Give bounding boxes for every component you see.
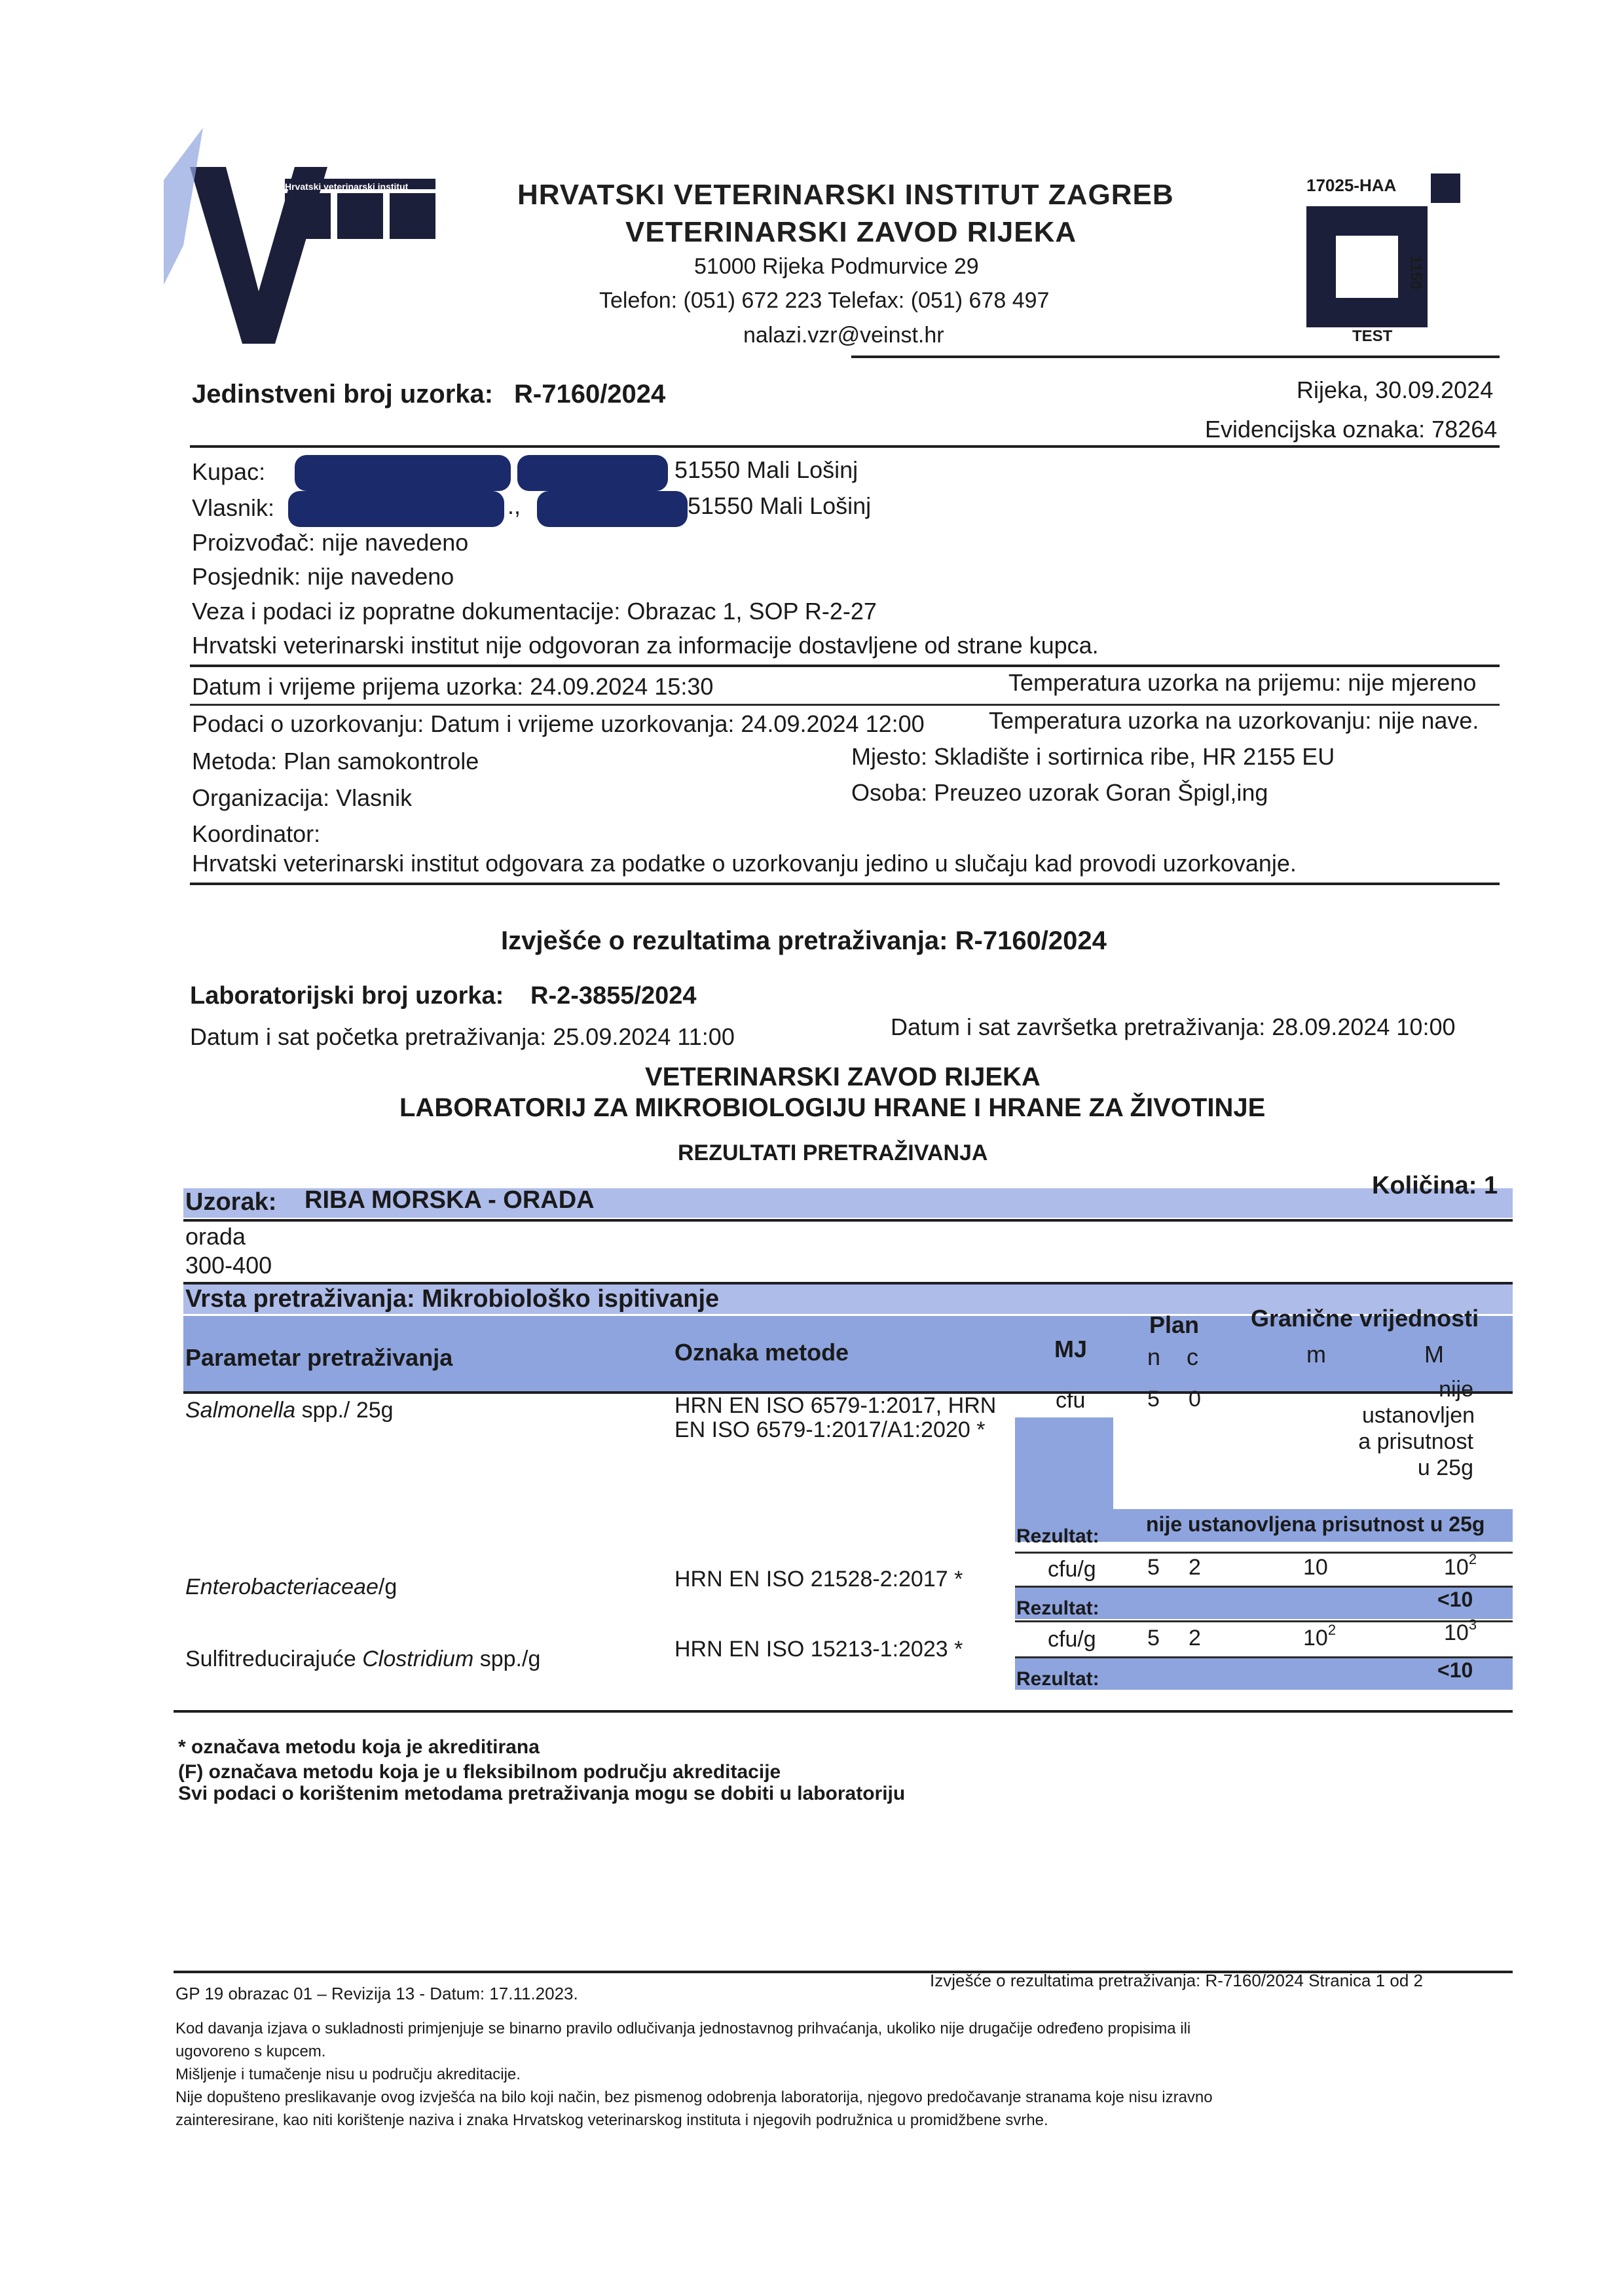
note-accredited: * označava metodu koja je akreditirana	[178, 1736, 540, 1758]
unique-number: R-7160/2024	[514, 380, 666, 409]
footer-line1: Kod davanja izjava o sukladnosti primjenjuje se binarno pravilo odlučivanja jednostavnog prihvaćanja, ukoliko nije drugačije određeno propisima ili	[175, 2020, 1191, 2037]
row3-m-base: 10	[1303, 1626, 1328, 1650]
row3-result-value: <10	[1437, 1658, 1473, 1682]
specimen-line-1: orada	[185, 1223, 246, 1250]
row3-c: 2	[1189, 1626, 1201, 1650]
report-title: Izvješće o rezultatima pretraživanja: R-7160/2024	[501, 926, 1107, 955]
header-divider	[851, 355, 1500, 358]
lab-name: LABORATORIJ ZA MIKROBIOLOGIJU HRANE I HRANE ZA ŽIVOTINJE	[399, 1093, 1266, 1122]
footer-page-ref: Izvješće o rezultatima pretraživanja: R-7160/2024 Stranica 1 od 2	[930, 1971, 1423, 1990]
row3-M-base: 10	[1444, 1620, 1469, 1645]
header-m-lower: m	[1306, 1341, 1326, 1368]
lab-number: R-2-3855/2024	[530, 982, 697, 1010]
institute-logo	[164, 128, 471, 357]
header-mj: MJ	[1054, 1336, 1088, 1362]
redaction-kupac-1	[295, 455, 511, 491]
row3-method: HRN EN ISO 15213-1:2023 *	[674, 1637, 963, 1662]
row1-result-label: Rezultat:	[1016, 1525, 1099, 1547]
sampling-temp: Temperatura uzorka na uzorkovanju: nije nave.	[989, 707, 1479, 734]
kupac-label: Kupac:	[192, 458, 266, 485]
row2-m: 10	[1303, 1555, 1328, 1580]
row1-result-value: nije ustanovljena prisutnost u 25g	[1146, 1512, 1485, 1536]
row1-M-line2: ustanovljen	[1362, 1403, 1475, 1428]
header-c: c	[1187, 1343, 1198, 1370]
parties-divider	[190, 665, 1500, 667]
specimen-label: Uzorak:	[185, 1188, 277, 1216]
row3-parameter-rest: spp./g	[473, 1647, 541, 1671]
row3-M	[1444, 1616, 1477, 1646]
row3-m-exp: 2	[1327, 1622, 1337, 1638]
header-n: n	[1147, 1343, 1161, 1370]
unique-number-label: Jedinstveni broj uzorka:	[192, 380, 494, 409]
posjednik: Posjednik: nije navedeno	[192, 563, 454, 590]
institute-name: HRVATSKI VETERINARSKI INSTITUT ZAGREB	[517, 179, 1174, 211]
header-plan: Plan	[1149, 1311, 1200, 1338]
row3-parameter-prefix: Sulfitreducirajuće	[185, 1647, 363, 1671]
test-type: Vrsta pretraživanja: Mikrobiološko ispitivanje	[185, 1285, 720, 1313]
row1-M-line3: a prisutnost	[1358, 1429, 1473, 1454]
sampling-person: Osoba: Preuzeo uzorak Goran Špigl,ing	[851, 779, 1268, 806]
row2-result-label: Rezultat:	[1016, 1597, 1099, 1619]
row2-M-base: 10	[1444, 1555, 1469, 1580]
row2-mj: cfu/g	[1048, 1557, 1096, 1582]
redaction-vlasnik-2	[537, 491, 688, 527]
row3-result-label: Rezultat:	[1016, 1668, 1099, 1690]
address: 51000 Rijeka Podmurvice 29	[694, 254, 979, 279]
row2-n: 5	[1147, 1555, 1160, 1580]
header-oznaka: Oznaka metode	[674, 1339, 849, 1366]
sampling-organization: Organizacija: Vlasnik	[192, 784, 413, 811]
footer-line4: Nije dopušteno preslikavanje ovog izvješća na bilo koji način, bez pismenog odobrenja laboratorija, njegovo predočavanje stranama koje nisu izravno	[175, 2088, 1213, 2106]
results-heading: REZULTATI PRETRAŽIVANJA	[678, 1140, 988, 1165]
row3-m	[1303, 1622, 1337, 1651]
sampling-method: Metoda: Plan samokontrole	[192, 748, 479, 774]
footer-form: GP 19 obrazac 01 – Revizija 13 - Datum: 17.11.2023.	[175, 1984, 578, 2003]
row3-n: 5	[1147, 1626, 1160, 1650]
row3-M-exp: 3	[1468, 1616, 1477, 1633]
place-date: Rijeka, 30.09.2024	[1297, 376, 1494, 403]
specimen-quantity: Količina: 1	[1372, 1172, 1498, 1199]
test-end: Datum i sat završetka pretraživanja: 28.09.2024 10:00	[891, 1013, 1456, 1040]
email: nalazi.vzr@veinst.hr	[743, 323, 944, 348]
lab-number-label: Laboratorijski broj uzorka:	[190, 982, 504, 1010]
row1-parameter-rest: spp./ 25g	[295, 1398, 394, 1423]
row2-M	[1444, 1551, 1477, 1580]
accreditation-number: 1150	[1407, 255, 1424, 290]
row1-method-line1: HRN EN ISO 6579-1:2017, HRN	[674, 1393, 997, 1418]
footer-line3: Mišljenje i tumačenje nisu u području akreditacije.	[175, 2066, 521, 2083]
zavod-name: VETERINARSKI ZAVOD RIJEKA	[625, 216, 1077, 248]
vlasnik-value: 51550 Mali Lošinj	[688, 492, 872, 519]
note-flexible: (F) označava metodu koja je u fleksibilnom području akreditacije	[178, 1761, 781, 1783]
phone-fax: Telefon: (051) 672 223 Telefax: (051) 678 497	[599, 288, 1050, 313]
row2-result-value: <10	[1437, 1588, 1473, 1611]
row1-mj-shade	[1015, 1417, 1113, 1509]
test-start: Datum i sat početka pretraživanja: 25.09.2024 11:00	[190, 1023, 735, 1050]
reception-temp: Temperatura uzorka na prijemu: nije mjereno	[1008, 669, 1477, 696]
sampling-coordinator: Koordinator:	[192, 820, 321, 847]
footer-line5: zainteresirane, kao niti korištenje naziva i znaka Hrvatskog veterinarskog instituta i njegovih podružnica u promidžbene svrhe.	[175, 2111, 1048, 2129]
vlasnik-label: Vlasnik:	[192, 494, 275, 521]
row1-method-line2: EN ISO 6579-1:2017/A1:2020 *	[674, 1417, 986, 1442]
reception-divider	[190, 704, 1500, 706]
evidence-number: Evidencijska oznaka: 78264	[1205, 416, 1498, 443]
vlasnik-separator: .,	[507, 492, 521, 519]
row1-parameter-italic: Salmonella	[185, 1398, 296, 1423]
note-methods: Svi podaci o korištenim metodama pretraživanja mogu se dobiti u laboratoriju	[178, 1783, 906, 1804]
row2-method: HRN EN ISO 21528-2:2017 *	[674, 1567, 963, 1592]
row3-parameter	[185, 1647, 540, 1672]
redaction-kupac-2	[517, 455, 668, 491]
kupac-value: 51550 Mali Lošinj	[674, 456, 858, 483]
veza-dokumentacija: Veza i podaci iz popratne dokumentacije: Obrazac 1, SOP R-2-27	[192, 598, 877, 625]
row2-parameter	[185, 1575, 397, 1600]
row3-parameter-italic: Clostridium	[362, 1647, 474, 1671]
kupac-disclaimer: Hrvatski veterinarski institut nije odgovoran za informacije dostavljene od strane kupca.	[192, 632, 1099, 659]
sampling-divider	[190, 883, 1500, 885]
header-m-upper: M	[1424, 1341, 1444, 1368]
header-granicne: Granične vrijednosti	[1251, 1305, 1479, 1332]
sampling-location: Mjesto: Skladište i sortirnica ribe, HR 2155 EU	[851, 743, 1335, 770]
accreditation-label: TEST	[1352, 327, 1393, 345]
logo-small-text: Hrvatski veterinarski institut	[285, 181, 409, 192]
row2-parameter-rest: /g	[378, 1575, 397, 1599]
specimen-line-2: 300-400	[185, 1252, 272, 1279]
row1-M-line4: u 25g	[1417, 1455, 1473, 1480]
row1-n: 5	[1147, 1387, 1160, 1412]
row2-c: 2	[1189, 1555, 1201, 1580]
specimen-name: RIBA MORSKA - ORADA	[304, 1186, 595, 1214]
sample-divider	[190, 445, 1500, 448]
row1-mj: cfu	[1056, 1388, 1086, 1413]
row1-c: 0	[1189, 1387, 1201, 1412]
redaction-vlasnik-1	[288, 491, 504, 527]
row1-M-line1: nije	[1439, 1377, 1473, 1402]
row3-mj: cfu/g	[1048, 1627, 1096, 1652]
footer-line2: ugovoreno s kupcem.	[175, 2043, 326, 2060]
sampling-disclaimer: Hrvatski veterinarski institut odgovara za podatke o uzorkovanju jedino u slučaju kad provodi uzorkovanje.	[192, 850, 1297, 877]
sampling-datetime: Podaci o uzorkovanju: Datum i vrijeme uzorkovanja: 24.09.2024 12:00	[192, 710, 925, 737]
accreditation-mark	[1306, 173, 1464, 344]
row2-parameter-italic: Enterobacteriaceae	[185, 1575, 378, 1599]
row1-parameter	[185, 1398, 394, 1423]
table-bottom-divider	[174, 1710, 1513, 1713]
specimen-divider	[183, 1219, 1513, 1222]
row2-M-exp: 2	[1468, 1551, 1477, 1567]
lab-zavod: VETERINARSKI ZAVOD RIJEKA	[645, 1063, 1041, 1091]
header-parametar: Parametar pretraživanja	[185, 1344, 453, 1371]
reception-datetime: Datum i vrijeme prijema uzorka: 24.09.2024 15:30	[192, 673, 714, 700]
proizvodjac: Proizvođač: nije navedeno	[192, 529, 469, 556]
accreditation-code: 17025-HAA	[1306, 175, 1397, 195]
